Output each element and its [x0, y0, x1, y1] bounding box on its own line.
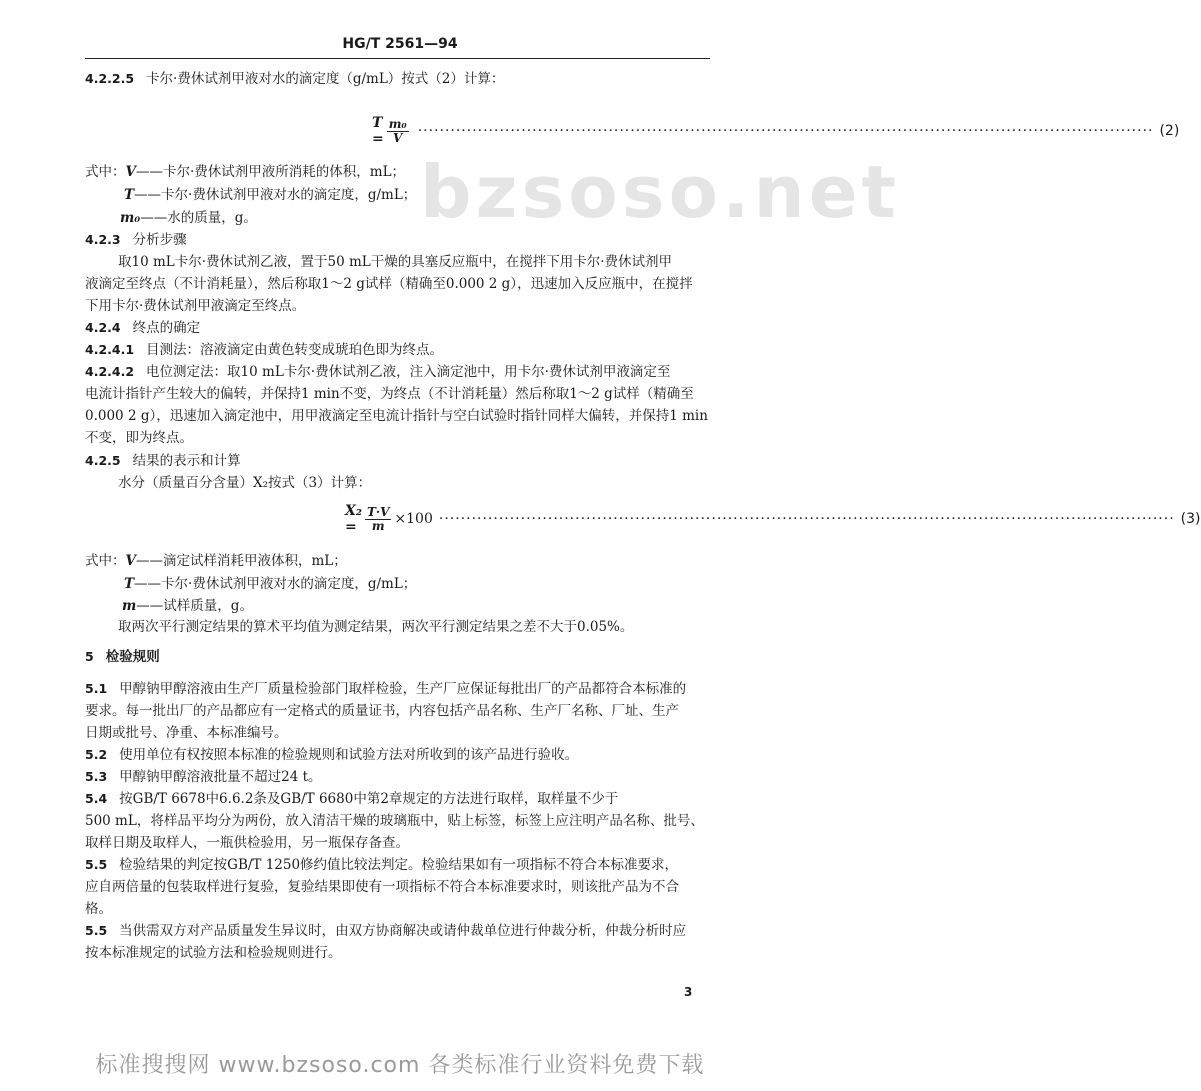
formula-fraction	[365, 506, 391, 533]
clause-title: 终点的确定	[132, 320, 201, 336]
paragraph-line: 日期或批号、净重、本标准编号。	[85, 725, 288, 741]
paragraph-line: 取两次平行测定结果的算术平均值为测定结果，两次平行测定结果之差不大于0.05%。	[118, 619, 634, 635]
definition-symbol: V	[125, 553, 136, 569]
formula-lhs: X₂ =	[345, 503, 362, 535]
clause-number: 5.4	[85, 791, 108, 806]
formula-fraction	[387, 118, 409, 145]
leader-dots	[418, 123, 1154, 139]
clause-number: 4.2.4.2	[85, 364, 135, 379]
paragraph-line: 水分（质量百分含量）X₂按式（3）计算：	[118, 475, 372, 491]
paragraph-line: 按本标准规定的试验方法和检验规则进行。	[85, 945, 342, 961]
definition-symbol: T	[124, 187, 135, 203]
clause-5-3	[85, 768, 322, 786]
clause-4-2-4-2	[85, 363, 670, 381]
definition-text: ——水的质量，g。	[140, 210, 257, 226]
clause-number: 4.2.2.5	[85, 71, 135, 86]
definition-line	[124, 186, 416, 204]
clause-5-5-dispute	[85, 922, 686, 940]
clause-4-2-4-1	[85, 341, 443, 359]
paragraph-line: 取样日期及取样人，一瓶供检验用，另一瓶保存备查。	[85, 835, 409, 851]
clause-title: 结果的表示和计算	[132, 453, 241, 469]
clause-title: 分析步骤	[132, 232, 187, 248]
clause-4-2-2-5	[85, 70, 504, 88]
definition-text: ——滴定试样消耗甲液体积，mL；	[135, 553, 347, 569]
definition-symbol: V	[125, 164, 136, 180]
leader-dots	[439, 511, 1175, 527]
definition-symbol: T	[124, 576, 135, 592]
definition-line	[85, 552, 347, 570]
section-number: 5	[85, 649, 94, 664]
paragraph-line: 0.000 2 g），迅速加入滴定池中，用甲液滴定至电流计指针与空白试验时指针同样大偏转，并保持1 min	[85, 408, 708, 424]
clause-number: 5.2	[85, 747, 108, 762]
formula-multiplier: ×100	[394, 511, 433, 527]
clause-text: 当供需双方对产品质量发生异议时，由双方协商解决或请仲裁单位进行仲裁分析，仲裁分析时应	[119, 923, 687, 939]
paragraph-line: 500 mL，将样品平均分为两份，放入清洁干燥的玻璃瓶中，贴上标签，标签上应注明产品名称、批号、	[85, 813, 704, 829]
clause-text: 电位测定法：取10 mL卡尔·费休试剂乙液，注入滴定池中，用卡尔·费休试剂甲液滴定至	[146, 364, 671, 380]
fraction-numerator: m₀	[388, 116, 407, 131]
definition-line	[120, 209, 257, 227]
definition-line	[124, 575, 416, 593]
paragraph-line: 不变，即为终点。	[85, 430, 193, 446]
formula-2	[372, 115, 1180, 147]
fraction-denominator: V	[393, 130, 403, 145]
clause-number: 4.2.4	[85, 320, 121, 335]
clause-5-2	[85, 746, 578, 764]
definition-text: ——卡尔·费休试剂甲液对水的滴定度，g/mL；	[134, 187, 417, 203]
paragraph-line: 取10 mL卡尔·费休试剂乙液，置于50 mL干燥的具塞反应瓶中，在搅拌下用卡尔·费休试剂甲	[118, 254, 673, 270]
clause-number: 4.2.3	[85, 232, 121, 247]
clause-number: 5.5	[85, 923, 108, 938]
formula-3	[345, 503, 1201, 535]
clause-text: 按GB/T 6678中6.6.2条及GB/T 6680中第2章规定的方法进行取样，取样量不少于	[119, 791, 619, 807]
clause-4-2-4-heading	[85, 319, 200, 337]
clause-5-4	[85, 790, 618, 808]
site-footer-banner: 标准搜搜网 www.bzsoso.com 各类标准行业资料免费下载	[95, 1053, 705, 1078]
clause-5-5	[85, 856, 678, 874]
standard-code-header: HG/T 2561—94	[342, 36, 458, 52]
clause-4-2-3-heading	[85, 231, 187, 249]
page-number: 3	[684, 985, 693, 999]
definition-line	[122, 597, 253, 615]
definition-symbol: m	[122, 598, 137, 614]
paragraph-line: 下用卡尔·费休试剂甲液滴定至终点。	[85, 298, 306, 314]
clause-text: 使用单位有权按照本标准的检验规则和试验方法对所收到的该产品进行验收。	[119, 747, 579, 763]
definition-symbol: m₀	[120, 210, 141, 226]
clause-number: 4.2.4.1	[85, 342, 135, 357]
clause-number: 5.3	[85, 769, 108, 784]
paragraph-line: 应自两倍量的包装取样进行复验，复验结果即使有一项指标不符合本标准要求时，则该批产品为不合	[85, 879, 679, 895]
fraction-denominator: m	[371, 518, 385, 533]
clause-text: 检验结果的判定按GB/T 1250修约值比较法判定。检验结果如有一项指标不符合本标准要求，	[119, 857, 679, 873]
paragraph-line: 液滴定至终点（不计消耗量），然后称取1～2 g试样（精确至0.000 2 g），迅速加入反应瓶中，在搅拌	[85, 276, 693, 292]
clause-text: 目测法：溶液滴定由黄色转变成琥珀色即为终点。	[146, 342, 444, 358]
definition-text: ——试样质量，g。	[136, 598, 253, 614]
where-label: 式中：	[85, 553, 126, 569]
clause-text: 卡尔·费休试剂甲液对水的滴定度（g/mL）按式（2）计算：	[146, 71, 505, 87]
definition-line	[85, 163, 405, 181]
equation-number: (3)	[1180, 511, 1201, 527]
clause-4-2-5-heading	[85, 452, 241, 470]
definition-text: ——卡尔·费休试剂甲液对水的滴定度，g/mL；	[134, 576, 417, 592]
clause-5-1	[85, 680, 686, 698]
watermark: bzsoso.net	[420, 150, 900, 234]
definition-text: ——卡尔·费休试剂甲液所消耗的体积，mL；	[135, 164, 406, 180]
paragraph-line: 要求。每一批出厂的产品都应有一定格式的质量证书，内容包括产品名称、生产厂名称、厂址、生产	[85, 703, 679, 719]
clause-text: 甲醇钠甲醇溶液由生产厂质量检验部门取样检验，生产厂应保证每批出厂的产品都符合本标准的	[119, 681, 687, 697]
section-5-heading	[85, 648, 160, 666]
section-title: 检验规则	[105, 649, 160, 665]
clause-text: 甲醇钠甲醇溶液批量不超过24 t。	[119, 769, 322, 785]
fraction-numerator: T·V	[367, 504, 390, 519]
formula-lhs: T =	[372, 115, 384, 147]
header-rule	[85, 58, 710, 59]
paragraph-line: 电流计指针产生较大的偏转，并保持1 min不变，为终点（不计消耗量）然后称取1～2 g试样（精确至	[85, 386, 694, 402]
where-label: 式中：	[85, 164, 126, 180]
paragraph-line: 格。	[85, 901, 112, 917]
clause-number: 5.5	[85, 857, 108, 872]
equation-number: (2)	[1159, 123, 1180, 139]
clause-number: 4.2.5	[85, 453, 121, 468]
clause-number: 5.1	[85, 681, 108, 696]
